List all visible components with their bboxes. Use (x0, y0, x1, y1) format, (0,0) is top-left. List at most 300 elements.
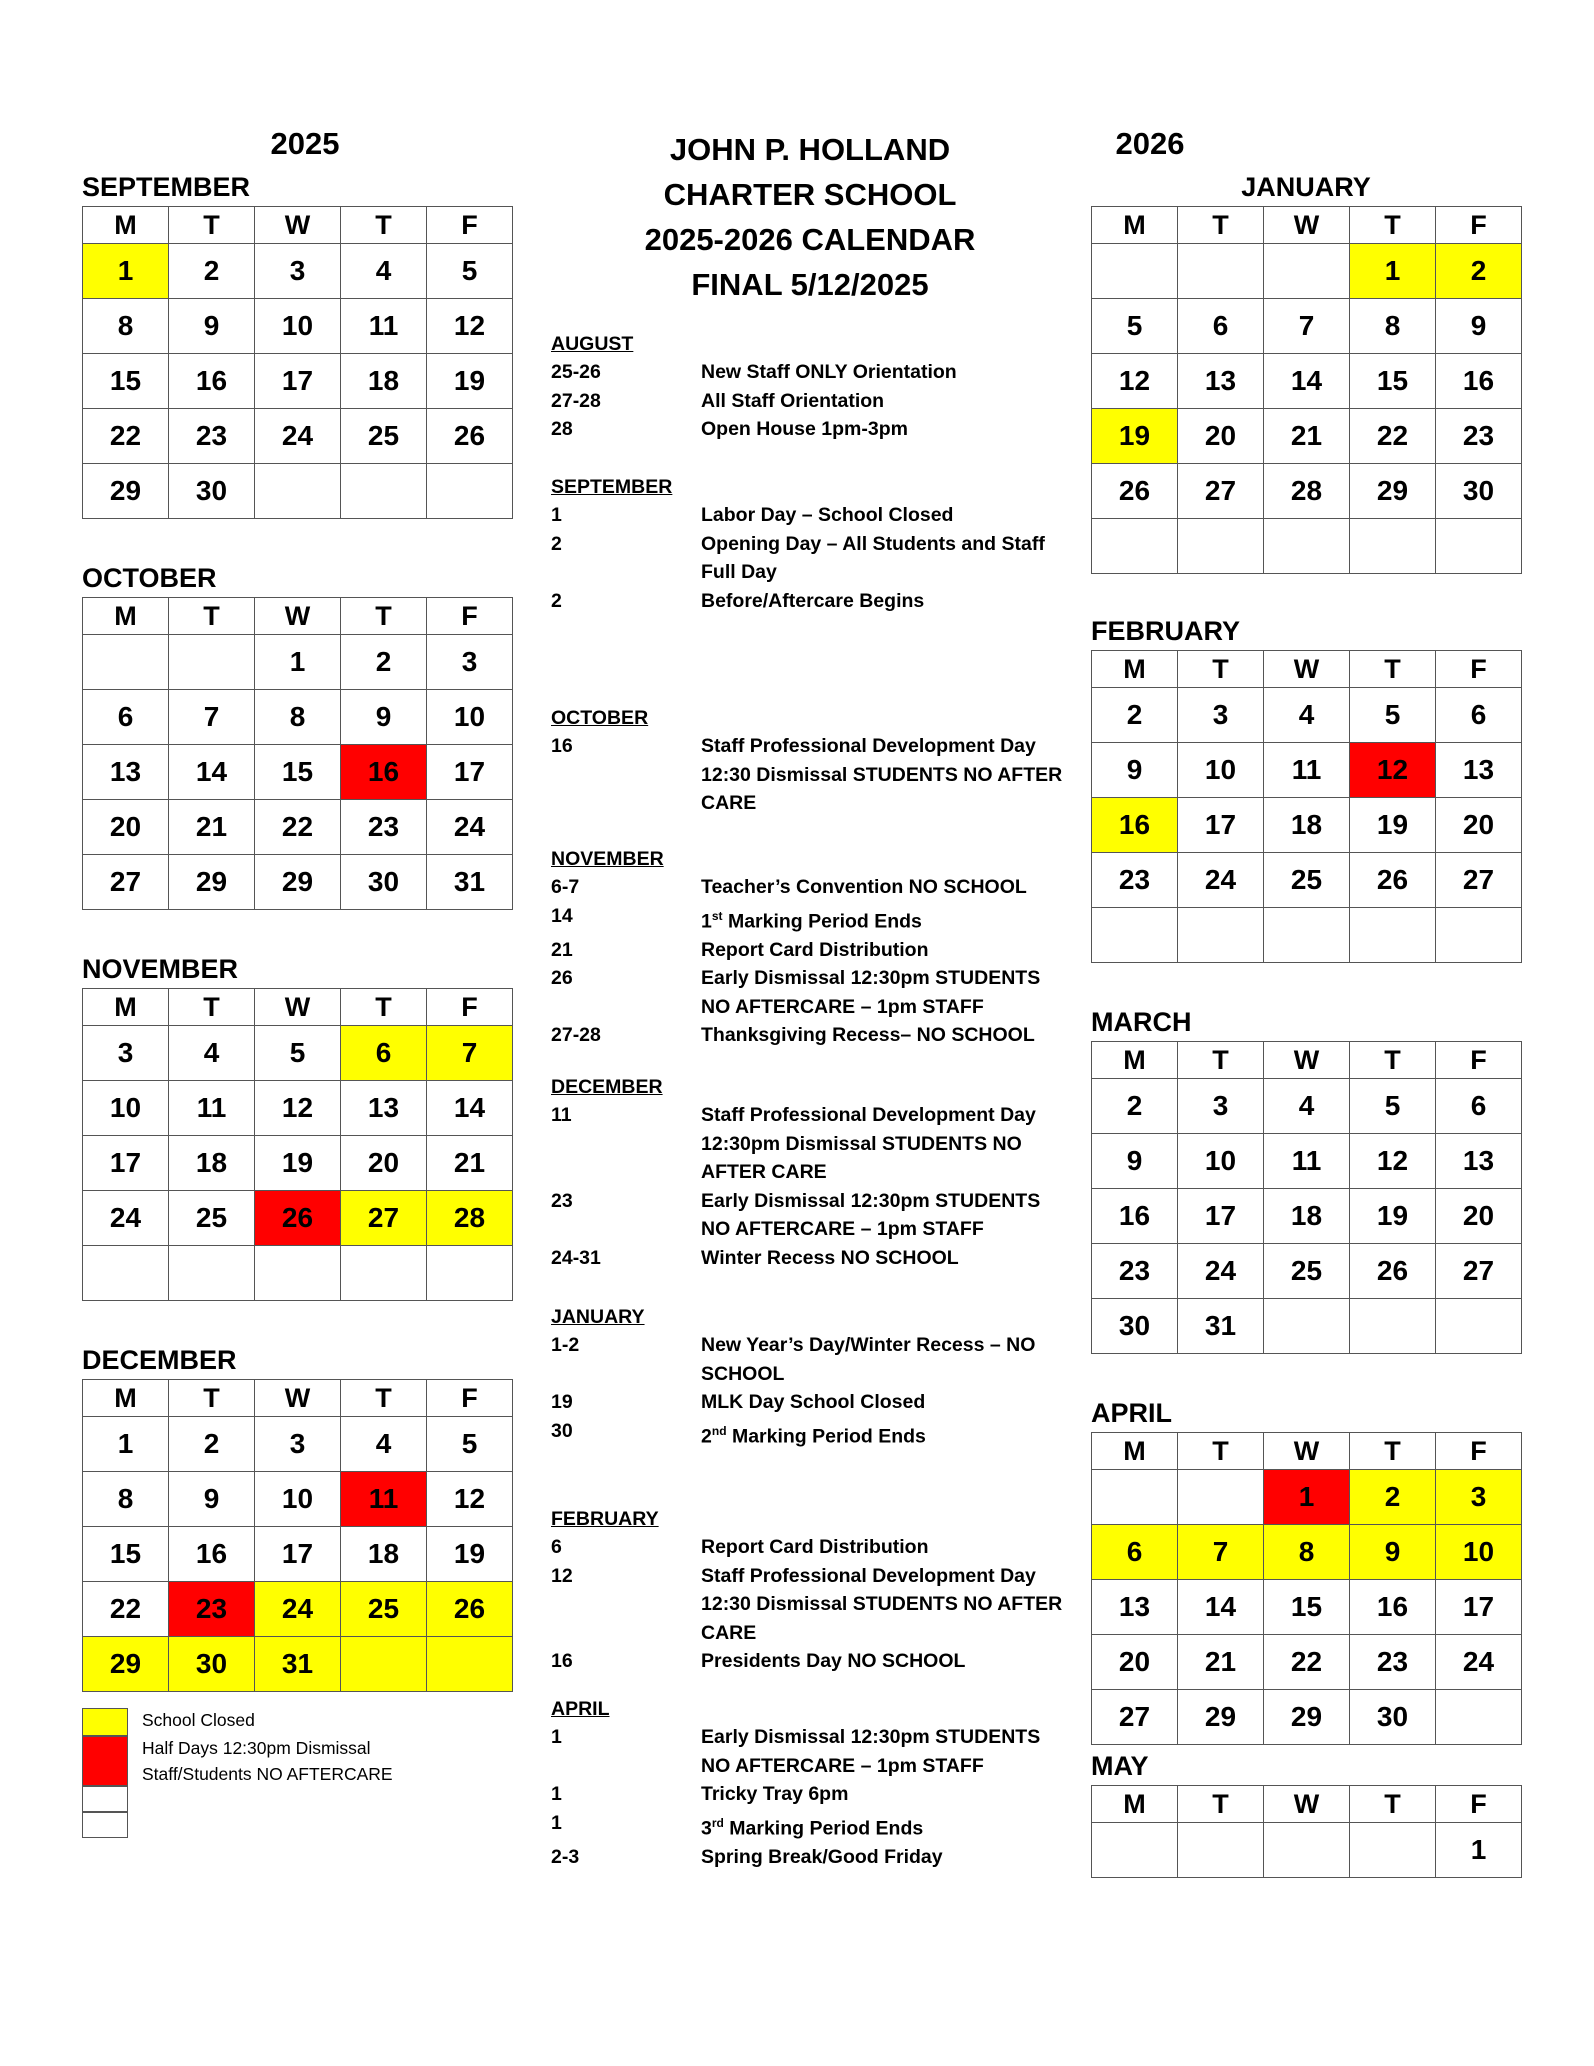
empty-day-cell (341, 1637, 427, 1692)
weekday-header: W (1264, 1786, 1350, 1823)
event-date: 27-28 (551, 1024, 601, 1046)
week-row (1092, 519, 1522, 574)
week-row (1092, 354, 1522, 409)
day-cell: 18 (1264, 1189, 1350, 1244)
empty-day-cell (1436, 908, 1522, 963)
day-cell: 9 (169, 299, 255, 354)
event-item (551, 1244, 1071, 1273)
event-description-line: Tricky Tray 6pm (701, 1783, 849, 1805)
event-date: 6-7 (551, 876, 580, 898)
day-cell: 6 (341, 1026, 427, 1081)
weekday-header: T (1178, 1433, 1264, 1470)
day-cell: 24 (83, 1191, 169, 1246)
weekday-header: T (1350, 207, 1436, 244)
weekday-header: F (427, 989, 513, 1026)
day-cell: 10 (1178, 743, 1264, 798)
week-row (83, 464, 513, 519)
event-item (551, 1533, 1071, 1562)
year-2026-heading: 2026 (1115, 126, 1185, 161)
event-item (551, 964, 1071, 1021)
weekday-header: W (255, 1380, 341, 1417)
event-description (701, 1562, 1071, 1648)
day-cell: 7 (427, 1026, 513, 1081)
empty-day-cell (1178, 1470, 1264, 1525)
day-cell: 3 (1436, 1470, 1522, 1525)
event-item (551, 1647, 1071, 1676)
day-cell: 17 (427, 745, 513, 800)
day-cell: 28 (1264, 464, 1350, 519)
day-cell: 12 (255, 1081, 341, 1136)
event-description-line: 12:30 Dismissal STUDENTS NO AFTER (701, 1593, 1063, 1615)
day-cell: 17 (1178, 798, 1264, 853)
event-item (551, 501, 1071, 530)
empty-day-cell (255, 1246, 341, 1301)
day-cell: 6 (1436, 688, 1522, 743)
day-cell: 27 (83, 855, 169, 910)
event-date: 26 (551, 967, 573, 989)
events-month-heading: AUGUST (551, 333, 634, 355)
weekday-header: M (83, 1380, 169, 1417)
week-row (83, 1417, 513, 1472)
week-row (1092, 299, 1522, 354)
day-cell: 23 (1436, 409, 1522, 464)
events-january (551, 1303, 1071, 1451)
day-cell: 9 (1092, 1134, 1178, 1189)
empty-day-cell (1178, 244, 1264, 299)
day-cell: 24 (1178, 1244, 1264, 1299)
day-cell: 21 (427, 1136, 513, 1191)
weekday-header: M (1092, 1433, 1178, 1470)
week-row (83, 1637, 513, 1692)
day-cell: 9 (341, 690, 427, 745)
empty-day-cell (1092, 519, 1178, 574)
empty-day-cell (1178, 908, 1264, 963)
event-description (701, 1533, 1071, 1562)
day-cell: 9 (1436, 299, 1522, 354)
day-cell: 4 (341, 244, 427, 299)
events-november (551, 845, 1071, 1050)
day-cell: 27 (341, 1191, 427, 1246)
day-cell: 19 (1350, 1189, 1436, 1244)
january-calendar (1091, 206, 1522, 574)
events-december (551, 1073, 1071, 1272)
day-cell: 25 (341, 1582, 427, 1637)
empty-day-cell (1350, 1823, 1436, 1878)
week-row (83, 1582, 513, 1637)
event-date: 19 (551, 1391, 573, 1413)
day-cell: 26 (427, 1582, 513, 1637)
week-row (83, 1527, 513, 1582)
day-cell: 20 (1178, 409, 1264, 464)
empty-day-cell (1264, 519, 1350, 574)
day-cell: 26 (1092, 464, 1178, 519)
september-title: SEPTEMBER (82, 172, 251, 202)
event-item (551, 587, 1071, 616)
event-description-line: SCHOOL (701, 1362, 785, 1385)
week-row (1092, 1134, 1522, 1189)
event-description (701, 873, 1071, 902)
events-february (551, 1505, 1071, 1676)
weekday-header: T (1350, 1042, 1436, 1079)
empty-day-cell (1350, 519, 1436, 574)
day-cell: 13 (1436, 743, 1522, 798)
day-cell: 2 (169, 1417, 255, 1472)
day-cell: 29 (83, 1637, 169, 1692)
day-cell: 1 (1264, 1470, 1350, 1525)
day-cell: 4 (1264, 688, 1350, 743)
may-calendar (1091, 1785, 1522, 1878)
empty-day-cell (255, 464, 341, 519)
day-cell: 13 (1436, 1134, 1522, 1189)
day-cell: 29 (255, 855, 341, 910)
event-description (701, 415, 1071, 444)
empty-day-cell (1264, 1299, 1350, 1354)
event-description (701, 902, 1071, 936)
day-cell: 19 (255, 1136, 341, 1191)
event-description-line: Thanksgiving Recess– NO SCHOOL (701, 1024, 1035, 1046)
events-september (551, 473, 1071, 615)
events-month-heading: DECEMBER (551, 1076, 663, 1098)
weekday-header: T (341, 989, 427, 1026)
week-row (1092, 1189, 1522, 1244)
event-description-line: Spring Break/Good Friday (701, 1845, 943, 1868)
day-cell: 3 (1178, 688, 1264, 743)
weekday-header: W (1264, 207, 1350, 244)
event-description-line: MLK Day School Closed (701, 1391, 926, 1413)
week-row (83, 1246, 513, 1301)
events-month-heading: JANUARY (551, 1306, 645, 1328)
weekday-header: T (169, 207, 255, 244)
events-month-heading: FEBRUARY (551, 1508, 659, 1530)
day-cell: 18 (341, 354, 427, 409)
day-cell: 17 (255, 354, 341, 409)
event-item (551, 936, 1071, 965)
day-cell: 18 (341, 1527, 427, 1582)
september-calendar (82, 206, 513, 519)
day-cell: 19 (427, 1527, 513, 1582)
events-april (551, 1695, 1071, 1871)
day-cell: 30 (341, 855, 427, 910)
event-description (701, 501, 1071, 530)
event-date: 1-2 (551, 1334, 580, 1356)
event-date: 25-26 (551, 361, 601, 383)
empty-day-cell (427, 464, 513, 519)
weekday-header: F (1436, 651, 1522, 688)
empty-day-cell (1178, 1823, 1264, 1878)
week-row (83, 690, 513, 745)
day-cell: 13 (1178, 354, 1264, 409)
day-cell: 25 (169, 1191, 255, 1246)
may-title: MAY (1091, 1751, 1149, 1781)
day-cell: 25 (1264, 1244, 1350, 1299)
day-cell: 5 (1092, 299, 1178, 354)
event-description-line: Full Day (701, 561, 777, 583)
day-cell: 1 (1350, 244, 1436, 299)
day-cell: 12 (1092, 354, 1178, 409)
empty-day-cell (1092, 908, 1178, 963)
title-line-final: FINAL 5/12/2025 (691, 267, 929, 302)
day-cell: 16 (341, 745, 427, 800)
october-title: OCTOBER (82, 563, 217, 593)
event-date: 2-3 (551, 1845, 580, 1868)
day-cell: 30 (169, 464, 255, 519)
event-description-line: CARE (701, 792, 757, 814)
day-cell: 8 (255, 690, 341, 745)
event-description (701, 1101, 1071, 1187)
march-title: MARCH (1091, 1007, 1192, 1037)
empty-day-cell (1264, 244, 1350, 299)
day-cell: 8 (1264, 1525, 1350, 1580)
event-description (701, 964, 1071, 1021)
day-cell: 10 (255, 1472, 341, 1527)
weekday-header: T (1178, 1042, 1264, 1079)
day-cell: 17 (83, 1136, 169, 1191)
event-description-line: Report Card Distribution (701, 1536, 929, 1558)
november-calendar (82, 988, 513, 1301)
day-cell: 2 (169, 244, 255, 299)
day-cell: 25 (1264, 853, 1350, 908)
event-description (701, 1331, 1071, 1388)
day-cell: 22 (1350, 409, 1436, 464)
legend-blank-swatch (82, 1812, 128, 1838)
day-cell: 2 (1350, 1470, 1436, 1525)
week-row (1092, 1690, 1522, 1745)
event-description (701, 1021, 1071, 1050)
april-calendar (1091, 1432, 1522, 1745)
event-description-line: 1st Marking Period Ends (701, 908, 922, 932)
weekday-header: M (83, 207, 169, 244)
day-cell: 15 (83, 354, 169, 409)
day-cell: 10 (255, 299, 341, 354)
day-cell: 4 (169, 1026, 255, 1081)
event-item (551, 358, 1071, 387)
day-cell: 12 (427, 1472, 513, 1527)
day-cell: 20 (1436, 798, 1522, 853)
day-cell: 4 (341, 1417, 427, 1472)
events-month-heading: OCTOBER (551, 707, 649, 729)
day-cell: 14 (1178, 1580, 1264, 1635)
march-calendar (1091, 1041, 1522, 1354)
event-description (701, 530, 1071, 587)
weekday-header: M (1092, 207, 1178, 244)
day-cell: 29 (169, 855, 255, 910)
weekday-header: W (255, 207, 341, 244)
day-cell: 27 (1436, 853, 1522, 908)
day-cell: 10 (427, 690, 513, 745)
november-title: NOVEMBER (82, 954, 239, 984)
december-title: DECEMBER (82, 1345, 237, 1375)
event-date: 1 (551, 1811, 562, 1834)
day-cell: 16 (1436, 354, 1522, 409)
event-date: 24-31 (551, 1246, 601, 1269)
week-row (1092, 464, 1522, 519)
day-cell: 27 (1436, 1244, 1522, 1299)
event-description-line: 2nd Marking Period Ends (701, 1423, 926, 1447)
day-cell: 17 (1436, 1580, 1522, 1635)
event-description (701, 587, 1071, 616)
event-date: 21 (551, 938, 573, 961)
weekday-header: T (169, 989, 255, 1026)
day-cell: 10 (1178, 1134, 1264, 1189)
day-cell: 26 (255, 1191, 341, 1246)
event-item (551, 902, 1071, 936)
event-date: 1 (551, 1783, 562, 1805)
week-row (1092, 688, 1522, 743)
week-row (1092, 1470, 1522, 1525)
day-cell: 1 (83, 1417, 169, 1472)
week-row (1092, 908, 1522, 963)
day-cell: 22 (255, 800, 341, 855)
day-cell: 15 (255, 745, 341, 800)
week-row (83, 299, 513, 354)
weekday-header: T (1178, 651, 1264, 688)
weekday-header: T (341, 207, 427, 244)
day-cell: 14 (427, 1081, 513, 1136)
day-cell: 13 (83, 745, 169, 800)
event-description-line: AFTER CARE (701, 1161, 827, 1183)
day-cell: 11 (341, 1472, 427, 1527)
day-cell: 30 (1350, 1690, 1436, 1745)
day-cell: 23 (169, 1582, 255, 1637)
day-cell: 20 (1436, 1189, 1522, 1244)
event-description (701, 936, 1071, 965)
event-description (701, 1244, 1071, 1273)
day-cell: 2 (1092, 688, 1178, 743)
day-cell: 23 (1092, 853, 1178, 908)
day-cell: 29 (1178, 1690, 1264, 1745)
day-cell: 26 (427, 409, 513, 464)
day-cell: 13 (341, 1081, 427, 1136)
day-cell: 23 (1092, 1244, 1178, 1299)
event-item (551, 415, 1071, 444)
weekday-header: M (1092, 1786, 1178, 1823)
week-row (83, 409, 513, 464)
day-cell: 24 (1436, 1635, 1522, 1690)
empty-day-cell (1264, 1823, 1350, 1878)
events-month-heading: APRIL (551, 1698, 610, 1720)
day-cell: 8 (1350, 299, 1436, 354)
day-cell: 27 (1092, 1690, 1178, 1745)
week-row (83, 244, 513, 299)
empty-day-cell (1350, 908, 1436, 963)
day-cell: 10 (83, 1081, 169, 1136)
day-cell: 19 (427, 354, 513, 409)
week-row (83, 800, 513, 855)
day-cell: 7 (1178, 1525, 1264, 1580)
event-description-line: NO AFTERCARE – 1pm STAFF (701, 995, 984, 1018)
day-cell: 13 (1092, 1580, 1178, 1635)
weekday-header: T (1178, 1786, 1264, 1823)
event-description (701, 387, 1071, 416)
event-description (701, 1187, 1071, 1244)
week-row (83, 1026, 513, 1081)
event-item (551, 1843, 1071, 1872)
event-description (701, 1809, 1071, 1843)
day-cell: 9 (169, 1472, 255, 1527)
day-cell: 30 (1092, 1299, 1178, 1354)
event-date: 12 (551, 1564, 573, 1587)
day-cell: 10 (1436, 1525, 1522, 1580)
event-description-line: 12:30 Dismissal STUDENTS NO AFTER (701, 763, 1063, 786)
week-row (1092, 1079, 1522, 1134)
day-cell: 3 (1178, 1079, 1264, 1134)
event-description-line: Teacher’s Convention NO SCHOOL (701, 876, 1027, 898)
week-row (83, 855, 513, 910)
event-date: 16 (551, 1650, 573, 1672)
events-month-heading: NOVEMBER (551, 848, 664, 870)
week-row (1092, 798, 1522, 853)
day-cell: 6 (83, 690, 169, 745)
day-cell: 5 (255, 1026, 341, 1081)
week-row (1092, 1823, 1522, 1878)
week-row (1092, 1244, 1522, 1299)
day-cell: 12 (1350, 1134, 1436, 1189)
day-cell: 16 (169, 354, 255, 409)
weekday-header: W (1264, 1042, 1350, 1079)
weekday-header: F (427, 1380, 513, 1417)
year-2025-heading: 2025 (270, 126, 340, 161)
event-item (551, 873, 1071, 902)
title-line-school-name: JOHN P. HOLLAND (669, 132, 951, 167)
empty-day-cell (427, 1637, 513, 1692)
event-description-line: Early Dismissal 12:30pm STUDENTS (701, 967, 1041, 989)
day-cell: 8 (83, 299, 169, 354)
event-item (551, 732, 1071, 818)
weekday-header: M (1092, 1042, 1178, 1079)
week-row (1092, 409, 1522, 464)
empty-day-cell (1350, 1299, 1436, 1354)
event-item (551, 1809, 1071, 1843)
event-date: 6 (551, 1536, 562, 1558)
empty-day-cell (341, 1246, 427, 1301)
day-cell: 1 (83, 244, 169, 299)
empty-day-cell (427, 1246, 513, 1301)
event-date: 23 (551, 1189, 573, 1212)
day-cell: 11 (1264, 743, 1350, 798)
day-cell: 24 (255, 1582, 341, 1637)
week-row (83, 635, 513, 690)
event-description-line: Open House 1pm-3pm (701, 418, 908, 440)
event-description-line: Report Card Distribution (701, 938, 929, 961)
day-cell: 21 (1264, 409, 1350, 464)
day-cell: 4 (1264, 1079, 1350, 1134)
day-cell: 5 (1350, 688, 1436, 743)
legend-half-day-swatch (82, 1736, 128, 1786)
day-cell: 1 (1436, 1823, 1522, 1878)
legend-no-aftercare-label: Staff/Students NO AFTERCARE (142, 1764, 393, 1784)
weekday-header: W (1264, 651, 1350, 688)
weekday-header: W (255, 598, 341, 635)
event-description-line: Opening Day – All Students and Staff (701, 532, 1045, 555)
weekday-header: T (1350, 1786, 1436, 1823)
event-item (551, 1723, 1071, 1780)
day-cell: 3 (255, 244, 341, 299)
day-cell: 9 (1092, 743, 1178, 798)
empty-day-cell (83, 635, 169, 690)
week-row (1092, 853, 1522, 908)
event-description-line: Winter Recess NO SCHOOL (701, 1246, 959, 1269)
weekday-header: F (1436, 207, 1522, 244)
day-cell: 17 (255, 1527, 341, 1582)
day-cell: 30 (1436, 464, 1522, 519)
event-description (701, 1647, 1071, 1676)
day-cell: 20 (83, 800, 169, 855)
weekday-header: M (83, 989, 169, 1026)
day-cell: 18 (1264, 798, 1350, 853)
event-date: 1 (551, 1726, 562, 1748)
events-august (551, 330, 1071, 444)
empty-day-cell (1092, 1823, 1178, 1878)
